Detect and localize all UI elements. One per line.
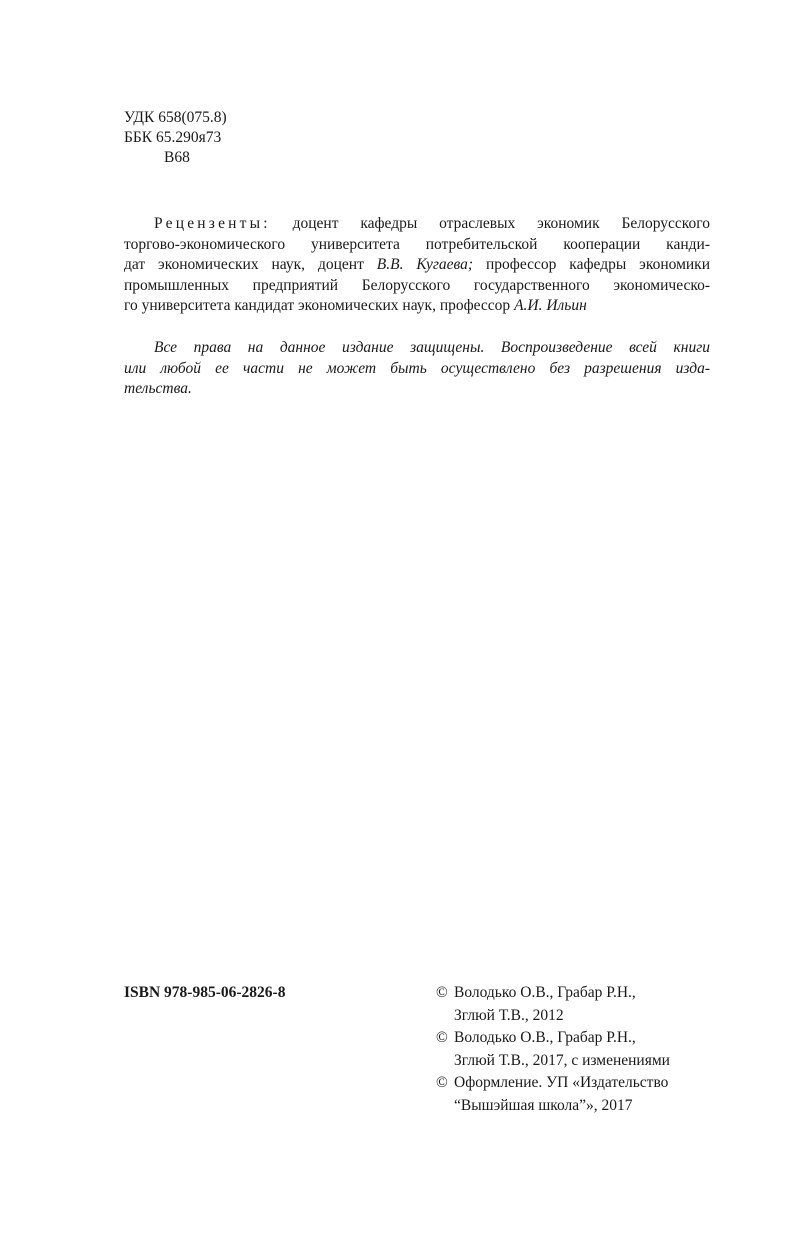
reviewers-line-4: промышленных предприятий Белорусского государственного экономическо- <box>124 276 710 294</box>
rights-line-3: тельства. <box>124 380 192 397</box>
reviewer-2-name: А.И. Ильин <box>514 297 587 314</box>
udk-code: УДК 658(075.8) <box>124 109 227 126</box>
copyright-entry: © Володько О.В., Грабар Р.Н., Зглюй Т.В., 2017, с изменениями <box>436 1029 670 1069</box>
reviewers-line-2: торгово-экономического университета потребительской кооперации канди- <box>124 235 710 253</box>
copyright-sign: © <box>436 1029 448 1046</box>
reviewer-1-name: В.В. Кугаева; <box>376 256 474 273</box>
rights-line-2: или любой ее части не может быть осуществлено без разрешения изда- <box>124 359 710 377</box>
classification-codes <box>124 108 227 168</box>
copyright-sign: © <box>436 1074 448 1091</box>
isbn-number: ISBN 978-985-06-2826-8 <box>124 984 286 1001</box>
copyright-sign: © <box>436 984 448 1001</box>
reviewers-line-5: го университета кандидат экономических наук, профессор А.И. Ильин <box>124 297 587 314</box>
reviewers-label: Рецензенты: <box>154 215 271 232</box>
bbk-code: ББК 65.290я73 <box>124 129 222 146</box>
copyright-entry: © Володько О.В., Грабар Р.Н., Зглюй Т.В., 2012 <box>436 984 636 1024</box>
copyright-entry: © Оформление. УП «Издательство “Вышэйшая школа”», 2017 <box>436 1074 669 1114</box>
copyright-notices <box>436 982 670 1117</box>
reviewers-line-1: Рецензенты: доцент кафедры отраслевых экономик Белорусского <box>154 215 710 232</box>
reviewers-paragraph <box>124 214 710 317</box>
author-mark: В68 <box>164 149 190 166</box>
reviewers-line-3: дат экономических наук, доцент В.В. Кугаева; профессор кафедры экономики <box>124 256 710 273</box>
rights-line-1: Все права на данное издание защищены. Воспроизведение всей книги <box>154 339 710 356</box>
rights-notice <box>124 338 710 400</box>
